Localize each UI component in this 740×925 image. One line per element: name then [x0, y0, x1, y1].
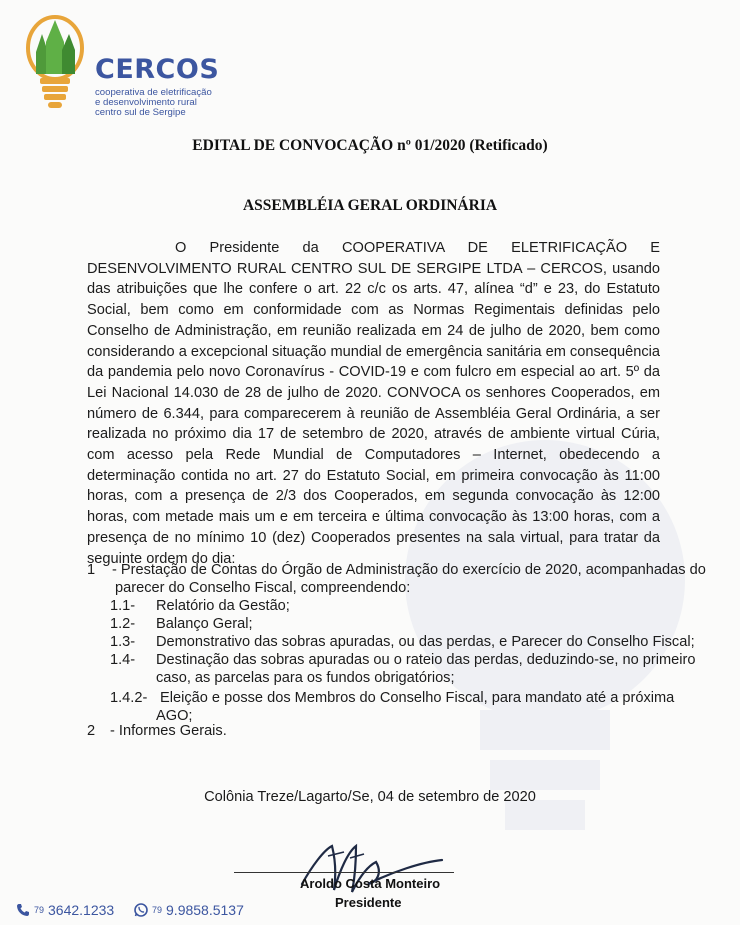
convocation-body: O Presidente da COOPERATIVA DE ELETRIFICAÇÃO E DESENVOLVIMENTO RURAL CENTRO SUL DE SERGIPE LTDA – CERCOS, usando das atribuições que lhe confere o art. 22 c/c os arts. 47, alínea “d” e 23, do Estatuto Social, bem como em conformidade com as Normas Regimentais definidas pelo Conselho de Administração, em reunião realizada em 24 de julho de 2020, bem como considerando a excepcional situação mundial de emergência sanitária em consequência da pandemia pelo novo Coronavírus - COVID-19 e com fulcro em especial ao art. 5º da Lei Nacional 14.030 de 28 de julho de 2020. CONVOCA os senhores Cooperados, em número de 6.344, para comparecerem à reunião de Assembléia Geral Ordinária, a ser realizada no próximo dia 17 de setembro de 2020, através de ambiente virtual Cúria, com acesso pela Rede Mundial de Computadores – Internet, obedecendo a determinação contida no art. 27 do Estatuto Social, em primeira convocação às 11:00 horas, com a presença de 2/3 dos Cooperados, em segunda convocação às 12:00 horas, com metade mais um e em terceira e última convocação às 13:00 horas, com a presença de no mínimo 10 (dez) Cooperados presentes na sala virtual, para tratar da seguinte ordem do dia: — [87, 240, 660, 567]
signatory-name: Aroldo Costa Monteiro — [300, 876, 441, 891]
agenda-subitem-text: Eleição e posse dos Membros do Conselho Fiscal, para mandato até a próxima — [160, 690, 675, 706]
whatsapp-number: 9.9858.5137 — [166, 902, 244, 918]
whatsapp-icon — [134, 903, 148, 917]
place-date: Colônia Treze/Lagarto/Se, 04 de setembro de 2020 — [204, 789, 536, 805]
agenda-item-text: parecer do Conselho Fiscal, compreendendo: — [115, 580, 411, 596]
agenda-subitem-text: Demonstrativo das sobras apuradas, ou das perdas, e Parecer do Conselho Fiscal; — [156, 634, 695, 650]
agenda-subitem-text: Relatório da Gestão; — [156, 598, 290, 614]
agenda-subitem-number: 1.3- — [110, 634, 136, 650]
agenda-subitem-text: Balanço Geral; — [156, 616, 253, 632]
agenda-subitem-number: 1.1- — [110, 598, 136, 614]
phone-ddd: 79 — [34, 905, 45, 915]
logo-tagline — [95, 88, 235, 117]
contact-phone — [16, 902, 114, 918]
agenda-item-number: 1 — [87, 562, 96, 578]
agenda-subitem-number: 1.2- — [110, 616, 136, 632]
agenda-item-text: - Prestação de Contas do Órgão de Administração do exercício de 2020, acompanhadas do — [112, 562, 706, 578]
logo-tagline-line: e desenvolvimento rural — [95, 96, 197, 108]
logo-tagline-line: cooperativa de eletrificação — [95, 87, 212, 98]
logo-tagline-line: centro sul de Sergipe — [95, 106, 186, 118]
agenda-item-number: 2 — [87, 723, 96, 739]
agenda-subitem-text: caso, as parcelas para os fundos obrigatórios; — [156, 670, 455, 686]
agenda-subitem-text: AGO; — [156, 708, 193, 724]
logo-name: CERCOS — [95, 54, 220, 85]
agenda-subitem-number: 1.4- — [110, 652, 136, 668]
lightbulb-logo-icon — [22, 12, 92, 112]
signature-line — [234, 872, 454, 873]
contact-whatsapp — [134, 902, 244, 918]
whatsapp-ddd: 79 — [152, 905, 163, 915]
signatory-role: Presidente — [335, 895, 402, 910]
document-title: EDITAL DE CONVOCAÇÃO nº 01/2020 (Retificado) — [192, 137, 548, 154]
agenda-item-text: - Informes Gerais. — [110, 723, 227, 739]
agenda-subitem-text: Destinação das sobras apuradas ou o rateio das perdas, deduzindo-se, no primeiro — [156, 652, 696, 668]
document-subtitle: ASSEMBLÉIA GERAL ORDINÁRIA — [242, 197, 498, 214]
phone-icon — [16, 903, 30, 917]
cercos-logo — [22, 12, 222, 118]
agenda-subitem-number: 1.4.2- — [110, 690, 148, 706]
phone-number: 3642.1233 — [48, 902, 115, 918]
